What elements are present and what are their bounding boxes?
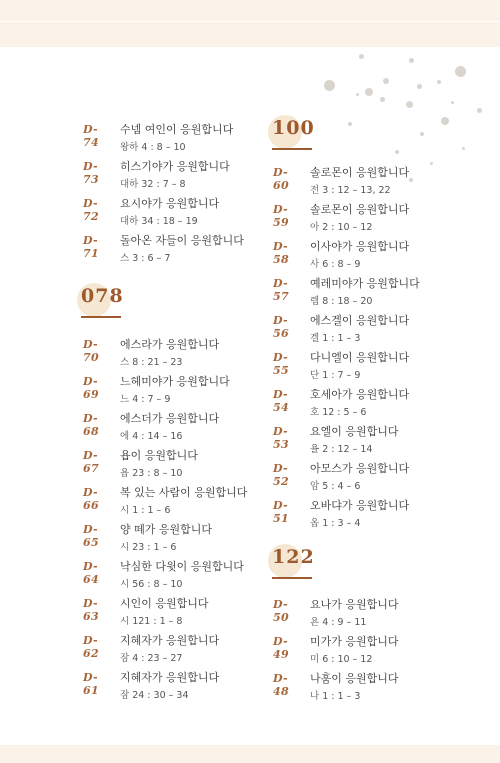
entry-title: 호세아가 응원합니다 bbox=[310, 388, 410, 401]
day-number: D- 56 bbox=[273, 314, 289, 340]
day-number: D- 70 bbox=[83, 338, 99, 364]
scripture-reference: 겔 1 : 1 – 3 bbox=[310, 333, 361, 344]
day-number: D- 74 bbox=[83, 123, 99, 149]
section-underline bbox=[272, 577, 312, 579]
entry-title: 낙심한 다윗이 응원합니다 bbox=[120, 560, 244, 573]
scripture-reference: 시 121 : 1 – 8 bbox=[120, 616, 183, 627]
day-number: D- 69 bbox=[83, 375, 99, 401]
day-number: D- 54 bbox=[273, 388, 289, 414]
scripture-reference: 전 3 : 12 – 13, 22 bbox=[310, 185, 391, 196]
day-number: D- 60 bbox=[273, 166, 289, 192]
entry-title: 지혜자가 응원합니다 bbox=[120, 634, 220, 647]
entry-title: 솔로몬이 응원합니다 bbox=[310, 203, 410, 216]
entry-title: 다니엘이 응원합니다 bbox=[310, 351, 410, 364]
day-number: D- 59 bbox=[273, 203, 289, 229]
entry-title: 양 떼가 응원합니다 bbox=[120, 523, 213, 536]
entry-title: 복 있는 사람이 응원합니다 bbox=[120, 486, 248, 499]
entry-title: 시인이 응원합니다 bbox=[120, 597, 209, 610]
scripture-reference: 옵 1 : 3 – 4 bbox=[310, 518, 361, 529]
entry-title: 요나가 응원합니다 bbox=[310, 598, 399, 611]
entry-title: 욥이 응원합니다 bbox=[120, 449, 198, 462]
entry-title: 솔로몬이 응원합니다 bbox=[310, 166, 410, 179]
entry-title: 에스겔이 응원합니다 bbox=[310, 314, 410, 327]
entry-title: 느헤미야가 응원합니다 bbox=[120, 375, 230, 388]
day-number: D- 52 bbox=[273, 462, 289, 488]
day-number: D- 73 bbox=[83, 160, 99, 186]
section-number: 122 bbox=[272, 546, 315, 568]
scripture-reference: 잠 4 : 23 – 27 bbox=[120, 653, 183, 664]
entry-title: 미가가 응원합니다 bbox=[310, 635, 399, 648]
entry-title: 요시야가 응원합니다 bbox=[120, 197, 220, 210]
scripture-reference: 아 2 : 10 – 12 bbox=[310, 222, 373, 233]
scripture-reference: 대하 34 : 18 – 19 bbox=[120, 216, 198, 227]
entry-title: 나훔이 응원합니다 bbox=[310, 672, 399, 685]
day-number: D- 57 bbox=[273, 277, 289, 303]
scripture-reference: 대하 32 : 7 – 8 bbox=[120, 179, 186, 190]
section-underline bbox=[81, 316, 121, 318]
day-number: D- 68 bbox=[83, 412, 99, 438]
day-number: D- 55 bbox=[273, 351, 289, 377]
entry-title: 에스더가 응원합니다 bbox=[120, 412, 220, 425]
scripture-reference: 시 23 : 1 – 6 bbox=[120, 542, 177, 553]
scripture-reference: 욜 2 : 12 – 14 bbox=[310, 444, 373, 455]
day-number: D- 67 bbox=[83, 449, 99, 475]
entry-title: 에스라가 응원합니다 bbox=[120, 338, 220, 351]
scripture-reference: 잠 24 : 30 – 34 bbox=[120, 690, 189, 701]
entry-title: 아모스가 응원합니다 bbox=[310, 462, 410, 475]
entry-title: 이사야가 응원합니다 bbox=[310, 240, 410, 253]
scripture-reference: 암 5 : 4 – 6 bbox=[310, 481, 361, 492]
scripture-reference: 시 1 : 1 – 6 bbox=[120, 505, 171, 516]
day-number: D- 53 bbox=[273, 425, 289, 451]
day-number: D- 49 bbox=[273, 635, 289, 661]
bottom-decorative-band bbox=[0, 745, 500, 763]
scripture-reference: 왕하 4 : 8 – 10 bbox=[120, 142, 186, 153]
entry-title: 돌아온 자들이 응원합니다 bbox=[120, 234, 244, 247]
top-decorative-band bbox=[0, 0, 500, 47]
scripture-reference: 사 6 : 8 – 9 bbox=[310, 259, 361, 270]
scripture-reference: 스 8 : 21 – 23 bbox=[120, 357, 183, 368]
day-number: D- 63 bbox=[83, 597, 99, 623]
scripture-reference: 단 1 : 7 – 9 bbox=[310, 370, 361, 381]
day-number: D- 65 bbox=[83, 523, 99, 549]
section-number: 078 bbox=[81, 285, 124, 307]
entry-title: 수넴 여인이 응원합니다 bbox=[120, 123, 234, 136]
scripture-reference: 욥 23 : 8 – 10 bbox=[120, 468, 183, 479]
day-number: D- 58 bbox=[273, 240, 289, 266]
scripture-reference: 욘 4 : 9 – 11 bbox=[310, 617, 367, 628]
scripture-reference: 시 56 : 8 – 10 bbox=[120, 579, 183, 590]
entry-title: 예레미야가 응원합니다 bbox=[310, 277, 420, 290]
scripture-reference: 느 4 : 7 – 9 bbox=[120, 394, 171, 405]
entry-title: 요엘이 응원합니다 bbox=[310, 425, 399, 438]
scripture-reference: 에 4 : 14 – 16 bbox=[120, 431, 183, 442]
entry-title: 오바댜가 응원합니다 bbox=[310, 499, 410, 512]
day-number: D- 64 bbox=[83, 560, 99, 586]
day-number: D- 48 bbox=[273, 672, 289, 698]
day-number: D- 71 bbox=[83, 234, 99, 260]
scripture-reference: 미 6 : 10 – 12 bbox=[310, 654, 373, 665]
scripture-reference: 스 3 : 6 – 7 bbox=[120, 253, 171, 264]
section-underline bbox=[272, 148, 312, 150]
day-number: D- 61 bbox=[83, 671, 99, 697]
scripture-reference: 렘 8 : 18 – 20 bbox=[310, 296, 373, 307]
entry-title: 지혜자가 응원합니다 bbox=[120, 671, 220, 684]
day-number: D- 50 bbox=[273, 598, 289, 624]
day-number: D- 66 bbox=[83, 486, 99, 512]
scripture-reference: 나 1 : 1 – 3 bbox=[310, 691, 361, 702]
section-number: 100 bbox=[272, 117, 315, 139]
day-number: D- 51 bbox=[273, 499, 289, 525]
scripture-reference: 호 12 : 5 – 6 bbox=[310, 407, 367, 418]
day-number: D- 72 bbox=[83, 197, 99, 223]
day-number: D- 62 bbox=[83, 634, 99, 660]
entry-title: 히스기야가 응원합니다 bbox=[120, 160, 230, 173]
